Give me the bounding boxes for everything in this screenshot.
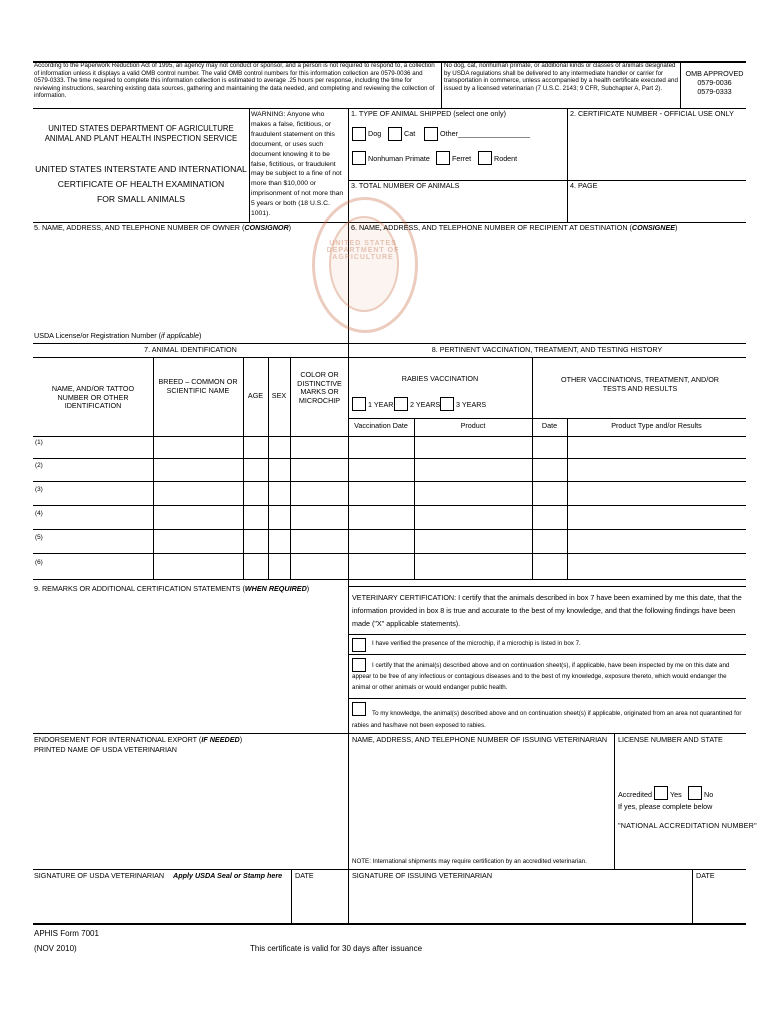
rabies-vaccination-label: RABIES VACCINATION — [401, 374, 479, 383]
col-color-header: COLOR OR DISTINCTIVE MARKS OR MICROCHIP — [297, 370, 342, 405]
form-title-3: FOR SMALL ANIMALS — [96, 194, 186, 204]
col-sex-header: SEX — [271, 391, 287, 400]
rodent-checkbox[interactable] — [478, 151, 492, 165]
rabies-1-year-label: 1 YEAR — [368, 400, 394, 409]
form-name: APHIS Form 7001 — [34, 929, 99, 938]
dog-label: Dog — [368, 129, 382, 138]
microchip-verified-checkbox[interactable] — [352, 638, 366, 652]
warning-text: WARNING: Anyone who makes a false, fictitious, or fraudulent statement on this document, or uses such document knowing it to be false, fictitious, or fraudulent may be subject to a fine of not more than $10,000 or imprisonment of not more than 5 years or both (18 U.S.C. 1001). — [251, 111, 344, 218]
other-vaccinations-label: OTHER VACCINATIONS, TREATMENT, AND/OR TESTS AND RESULTS — [560, 375, 719, 393]
if-yes-instruction: If yes, please complete below — [618, 802, 713, 811]
accredited-no-label: No — [704, 790, 714, 799]
usda-seal-instruction: Apply USDA Seal or Stamp here — [173, 871, 283, 880]
other-checkbox[interactable] — [424, 127, 438, 141]
rabies-2-years-label: 2 YEARS — [410, 400, 441, 409]
seal-text: UNITED STATES DEPARTMENT OF AGRICULTURE — [326, 240, 400, 261]
row-1-number: (1) — [35, 439, 43, 446]
signature-usda-vet-label: SIGNATURE OF USDA VETERINARIAN — [34, 871, 165, 880]
box6-label: 6. NAME, ADDRESS, AND TELEPHONE NUMBER OF RECIPIENT AT DESTINATION (CONSIGNEE) — [351, 223, 678, 232]
international-note: NOTE: International shipments may require certification by an accredited veterinarian. — [352, 858, 587, 865]
box1-label: 1. TYPE OF ANIMAL SHIPPED (select one only) — [351, 109, 506, 118]
paperwork-notice: According to the Paperwork Reduction Act of 1995, an agency may not conduct or sponsor, and a person is not required to respond to, a collection of information unless it displays a valid OMB control number. The valid OMB control numbers for this information collection are 0579-0036 and 0579-0333. The time required to complete this information collection is estimated to average .25 hours per response, including the time for reviewing instructions, searching existing data sources, gathering and maintaining the data needed, and completing and reviewing the collection of information. — [34, 62, 435, 100]
microchip-statement: I have verified the presence of the microchip, if a microchip is listed in box 7. — [372, 640, 581, 647]
usda-license-label: USDA License/or Registration Number (if applicable) — [34, 331, 202, 340]
col-product: Product — [460, 421, 486, 430]
national-accreditation-number[interactable]: "NATIONAL ACCREDITATION NUMBER" — [618, 821, 757, 830]
rabies-3-years-checkbox[interactable] — [440, 397, 454, 411]
endorsement-date-label: DATE — [295, 871, 314, 880]
col-product-type: Product Type and/or Results — [611, 421, 702, 430]
col-date: Date — [541, 421, 558, 430]
col-vaccination-date: Vaccination Date — [354, 421, 408, 430]
rabies-1-year-checkbox[interactable] — [352, 397, 366, 411]
box3-label: 3. TOTAL NUMBER OF ANIMALS — [351, 181, 460, 190]
row-2-number: (2) — [35, 462, 43, 469]
nonhuman-primate-label: Nonhuman Primate — [368, 154, 430, 163]
box8-label: 8. PERTINENT VACCINATION, TREATMENT, AND TESTING HISTORY — [431, 345, 663, 354]
form-title-1: UNITED STATES INTERSTATE AND INTERNATIONAL — [35, 164, 247, 174]
rabies-2-years-checkbox[interactable] — [394, 397, 408, 411]
endorsement-label: ENDORSEMENT FOR INTERNATIONAL EXPORT (IF NEEDED) — [34, 735, 243, 744]
box2-label: 2. CERTIFICATE NUMBER - OFFICIAL USE ONLY — [570, 109, 734, 118]
transport-notice: No dog, cat, nonhuman primate, or additional kinds or classes of animals designated by USDA regulations shall be delivered to any intermediate handler or carrier for transportation in commerce, unless accompanied by a health certificate executed and issued by a licensed veterinarian (7 U.S.C. 2143; 9 CFR, Subchapter A, Part 2). — [444, 62, 678, 92]
box9-label: 9. REMARKS OR ADDITIONAL CERTIFICATION STATEMENTS (WHEN REQUIRED) — [34, 584, 310, 593]
validity-notice: This certificate is valid for 30 days after issuance — [250, 944, 423, 953]
printed-name-usda-vet: PRINTED NAME OF USDA VETERINARIAN — [34, 745, 177, 754]
issuing-date-label: DATE — [696, 871, 715, 880]
form-title-2: CERTIFICATE OF HEALTH EXAMINATION — [57, 179, 225, 189]
row-6-number: (6) — [35, 559, 43, 566]
rabies-free-statement: To my knowledge, the animal(s) described above and on continuation sheet(s) if applicable, originated from an area not quarantined for rabies and has/have not been exposed to rabies. — [352, 710, 742, 729]
form-date: (NOV 2010) — [34, 944, 77, 953]
accredited-yes-checkbox[interactable] — [654, 786, 668, 800]
issuing-vet-label: NAME, ADDRESS, AND TELEPHONE NUMBER OF ISSUING VETERINARIAN — [352, 735, 608, 744]
row-4-number: (4) — [35, 510, 43, 517]
other-label: Other — [440, 129, 458, 138]
col-age-header: AGE — [247, 391, 264, 400]
row-3-number: (3) — [35, 486, 43, 493]
other-blank[interactable]: __________________ — [458, 129, 530, 138]
rodent-label: Rodent — [494, 154, 518, 163]
col-name-header: NAME, AND/OR TATTOO NUMBER OR OTHER IDENTIFICATION — [51, 384, 135, 411]
ferret-checkbox[interactable] — [436, 151, 450, 165]
cat-checkbox[interactable] — [388, 127, 402, 141]
accredited-label: Accredited — [618, 790, 652, 799]
signature-issuing-vet-label: SIGNATURE OF ISSUING VETERINARIAN — [352, 871, 493, 880]
agency-line-2: ANIMAL AND PLANT HEALTH INSPECTION SERVICE — [44, 134, 238, 143]
omb-number-1: 0579-0036 — [697, 78, 732, 87]
agency-line-1: UNITED STATES DEPARTMENT OF AGRICULTURE — [48, 124, 234, 133]
rabies-3-years-label: 3 YEARS — [456, 400, 487, 409]
row-5-number: (5) — [35, 534, 43, 541]
accredited-no-checkbox[interactable] — [688, 786, 702, 800]
disease-free-statement: I certify that the animal(s) described above and on continuation sheet(s), if applicable, have been inspected by me on this date and appear to be free of any infectious or contagious diseases and to the best of my knowledge, exposure thereto, which would endanger the animal or other animals or would endanger public health. — [352, 662, 730, 691]
box7-label: 7. ANIMAL IDENTIFICATION — [144, 345, 237, 354]
col-breed-header: BREED – COMMON OR SCIENTIFIC NAME — [158, 377, 238, 395]
box4-label: 4. PAGE — [570, 181, 598, 190]
accredited-yes-label: Yes — [670, 790, 682, 799]
cat-label: Cat — [404, 129, 416, 138]
nonhuman-primate-checkbox[interactable] — [352, 151, 366, 165]
ferret-label: Ferret — [452, 154, 472, 163]
dog-checkbox[interactable] — [352, 127, 366, 141]
omb-number-2: 0579-0333 — [697, 87, 732, 96]
box5-label: 5. NAME, ADDRESS, AND TELEPHONE NUMBER OF OWNER (CONSIGNOR) — [34, 223, 292, 232]
veterinary-certification-text: VETERINARY CERTIFICATION: I certify that the animals described in box 7 have been examined by me this date, that the information provided in box 8 is true and accurate to the best of my knowledge, and that the following findings have been made ("X" applicable statements). — [352, 593, 742, 628]
license-state-label: LICENSE NUMBER AND STATE — [618, 735, 723, 744]
omb-approved: OMB APPROVED — [685, 69, 744, 78]
